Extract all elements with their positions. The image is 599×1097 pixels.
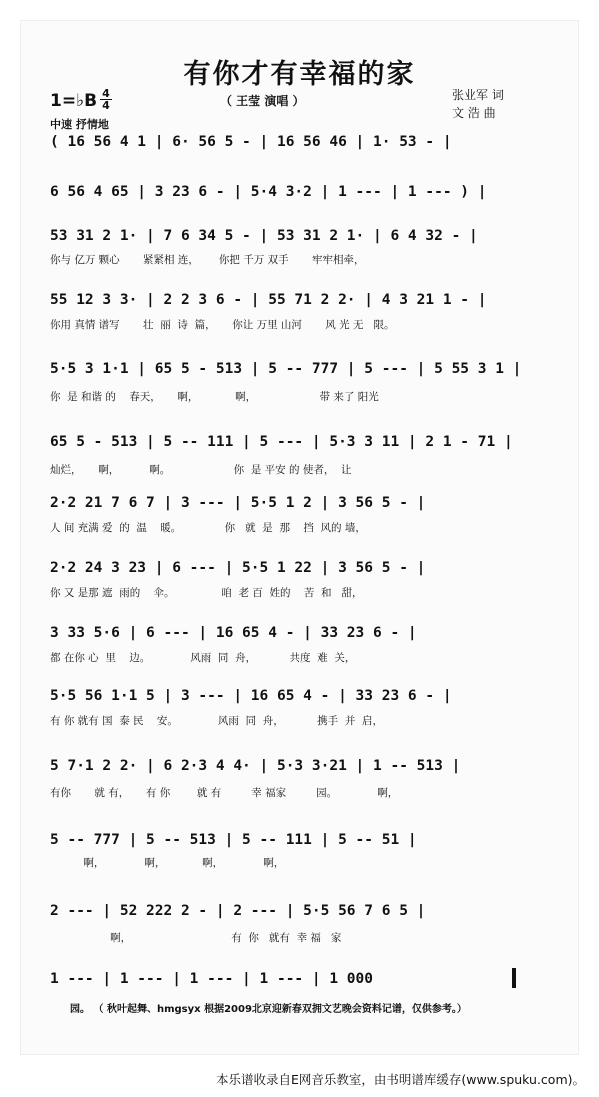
- lyric-line-11: 有你 就 有， 有 你 就 有 幸 福家 园。 啊，: [50, 787, 399, 799]
- lyric-line-6: 灿烂， 啊， 啊。 你 是 平安 的 使者， 让: [50, 464, 352, 476]
- footer: [70, 1000, 530, 1015]
- notation-line-9: 3 33 5·6 | 6 --- | 16 65 4 - | 33 23 6 - |: [50, 625, 417, 641]
- score-sheet: [20, 20, 579, 1055]
- performer: （ 王莹 演唱 ）: [220, 94, 305, 108]
- time-bottom: 4: [102, 99, 110, 112]
- time-top: 4: [102, 87, 110, 100]
- final-barline: [512, 968, 516, 988]
- notation-line-12: 5 -- 777 | 5 -- 513 | 5 -- 111 | 5 -- 51 |: [50, 832, 417, 848]
- composer: 文 浩 曲: [452, 106, 496, 120]
- lyric-line-5: 你 是 和谐 的 春天， 啊， 啊， 带 来了 阳光: [50, 391, 379, 403]
- notation-line-2: 6 56 4 65 | 3 23 6 - | 5·4 3·2 | 1 --- | 1 --- ) |: [50, 184, 487, 200]
- notation-line-3: 53 31 2 1· | 7 6 34 5 - | 53 31 2 1· | 6 4 32 - |: [50, 228, 478, 244]
- transcription-note: （ 秋叶起舞、hmgsyx 根据2009北京迎新春双拥文艺晚会资料记谱，仅供参考。）: [93, 1004, 467, 1015]
- notation-line-8: 2·2 24 3 23 | 6 --- | 5·5 1 22 | 3 56 5 - |: [50, 560, 426, 576]
- lyric-line-8: 你 又 是那 遮 雨的 伞。 咱 老 百 姓的 苦 和 甜，: [50, 587, 363, 599]
- lyric-line-3: 你与 亿万 颗心 紧紧相 连， 你把 千万 双手 牢牢相牵，: [50, 254, 365, 266]
- lyric-line-10: 有 你 就有 国 泰 民 安。 风雨 同 舟， 携手 并 启，: [50, 715, 384, 727]
- notation-line-6: 65 5 - 513 | 5 -- 111 | 5 --- | 5·3 3 11 | 2 1 - 71 |: [50, 434, 513, 450]
- lyricist: 张业军 词: [452, 88, 504, 102]
- lyric-line-13: 啊， 有 你 就有 幸 福 家: [50, 932, 342, 944]
- notation-line-10: 5·5 56 1·1 5 | 3 --- | 16 65 4 - | 33 23 6 - |: [50, 688, 452, 704]
- tempo-marking: 中速 抒情地: [50, 118, 109, 131]
- lyric-line-9: 都 在你 心 里 边。 风雨 同 舟， 共度 难 关，: [50, 652, 356, 664]
- notation-line-11: 5 7·1 2 2· | 6 2·3 4 4· | 5·3 3·21 | 1 -- 513 |: [50, 758, 461, 774]
- notation-line-5: 5·5 3 1·1 | 65 5 - 513 | 5 -- 777 | 5 --- | 5 55 3 1 |: [50, 361, 522, 377]
- notation-line-13: 2 --- | 52 222 2 - | 2 --- | 5·5 56 7 6 5 |: [50, 903, 426, 919]
- footer-lyric: 园。: [70, 1004, 90, 1015]
- key-signature: 1=♭B: [50, 91, 98, 111]
- song-title: 有你才有幸福的家: [183, 59, 416, 90]
- notation-line-14: 1 --- | 1 --- | 1 --- | 1 --- | 1 000: [50, 971, 374, 987]
- notation-line-4: 55 12 3 3· | 2 2 3 6 - | 55 71 2 2· | 4 3 21 1 - |: [50, 292, 487, 308]
- lyric-line-7: 人 间 充满 爱 的 温 暖。 你 就 是 那 挡 风的 墙，: [50, 522, 366, 534]
- notation-line-7: 2·2 21 7 6 7 | 3 --- | 5·5 1 2 | 3 56 5 - |: [50, 495, 426, 511]
- source-credit: 本乐谱收录自E网音乐教室，由书明谱库缓存(www.spuku.com)。: [216, 1072, 585, 1087]
- lyric-line-4: 你用 真情 谱写 壮 丽 诗 篇， 你让 万里 山河 风 光 无 限。: [50, 319, 395, 331]
- notation-line-1: ( 16 56 4 1 | 6· 56 5 - | 16 56 46 | 1· 53 - |: [50, 134, 452, 150]
- lyric-line-12: 啊， 啊， 啊， 啊，: [50, 857, 285, 869]
- time-signature: [100, 89, 112, 110]
